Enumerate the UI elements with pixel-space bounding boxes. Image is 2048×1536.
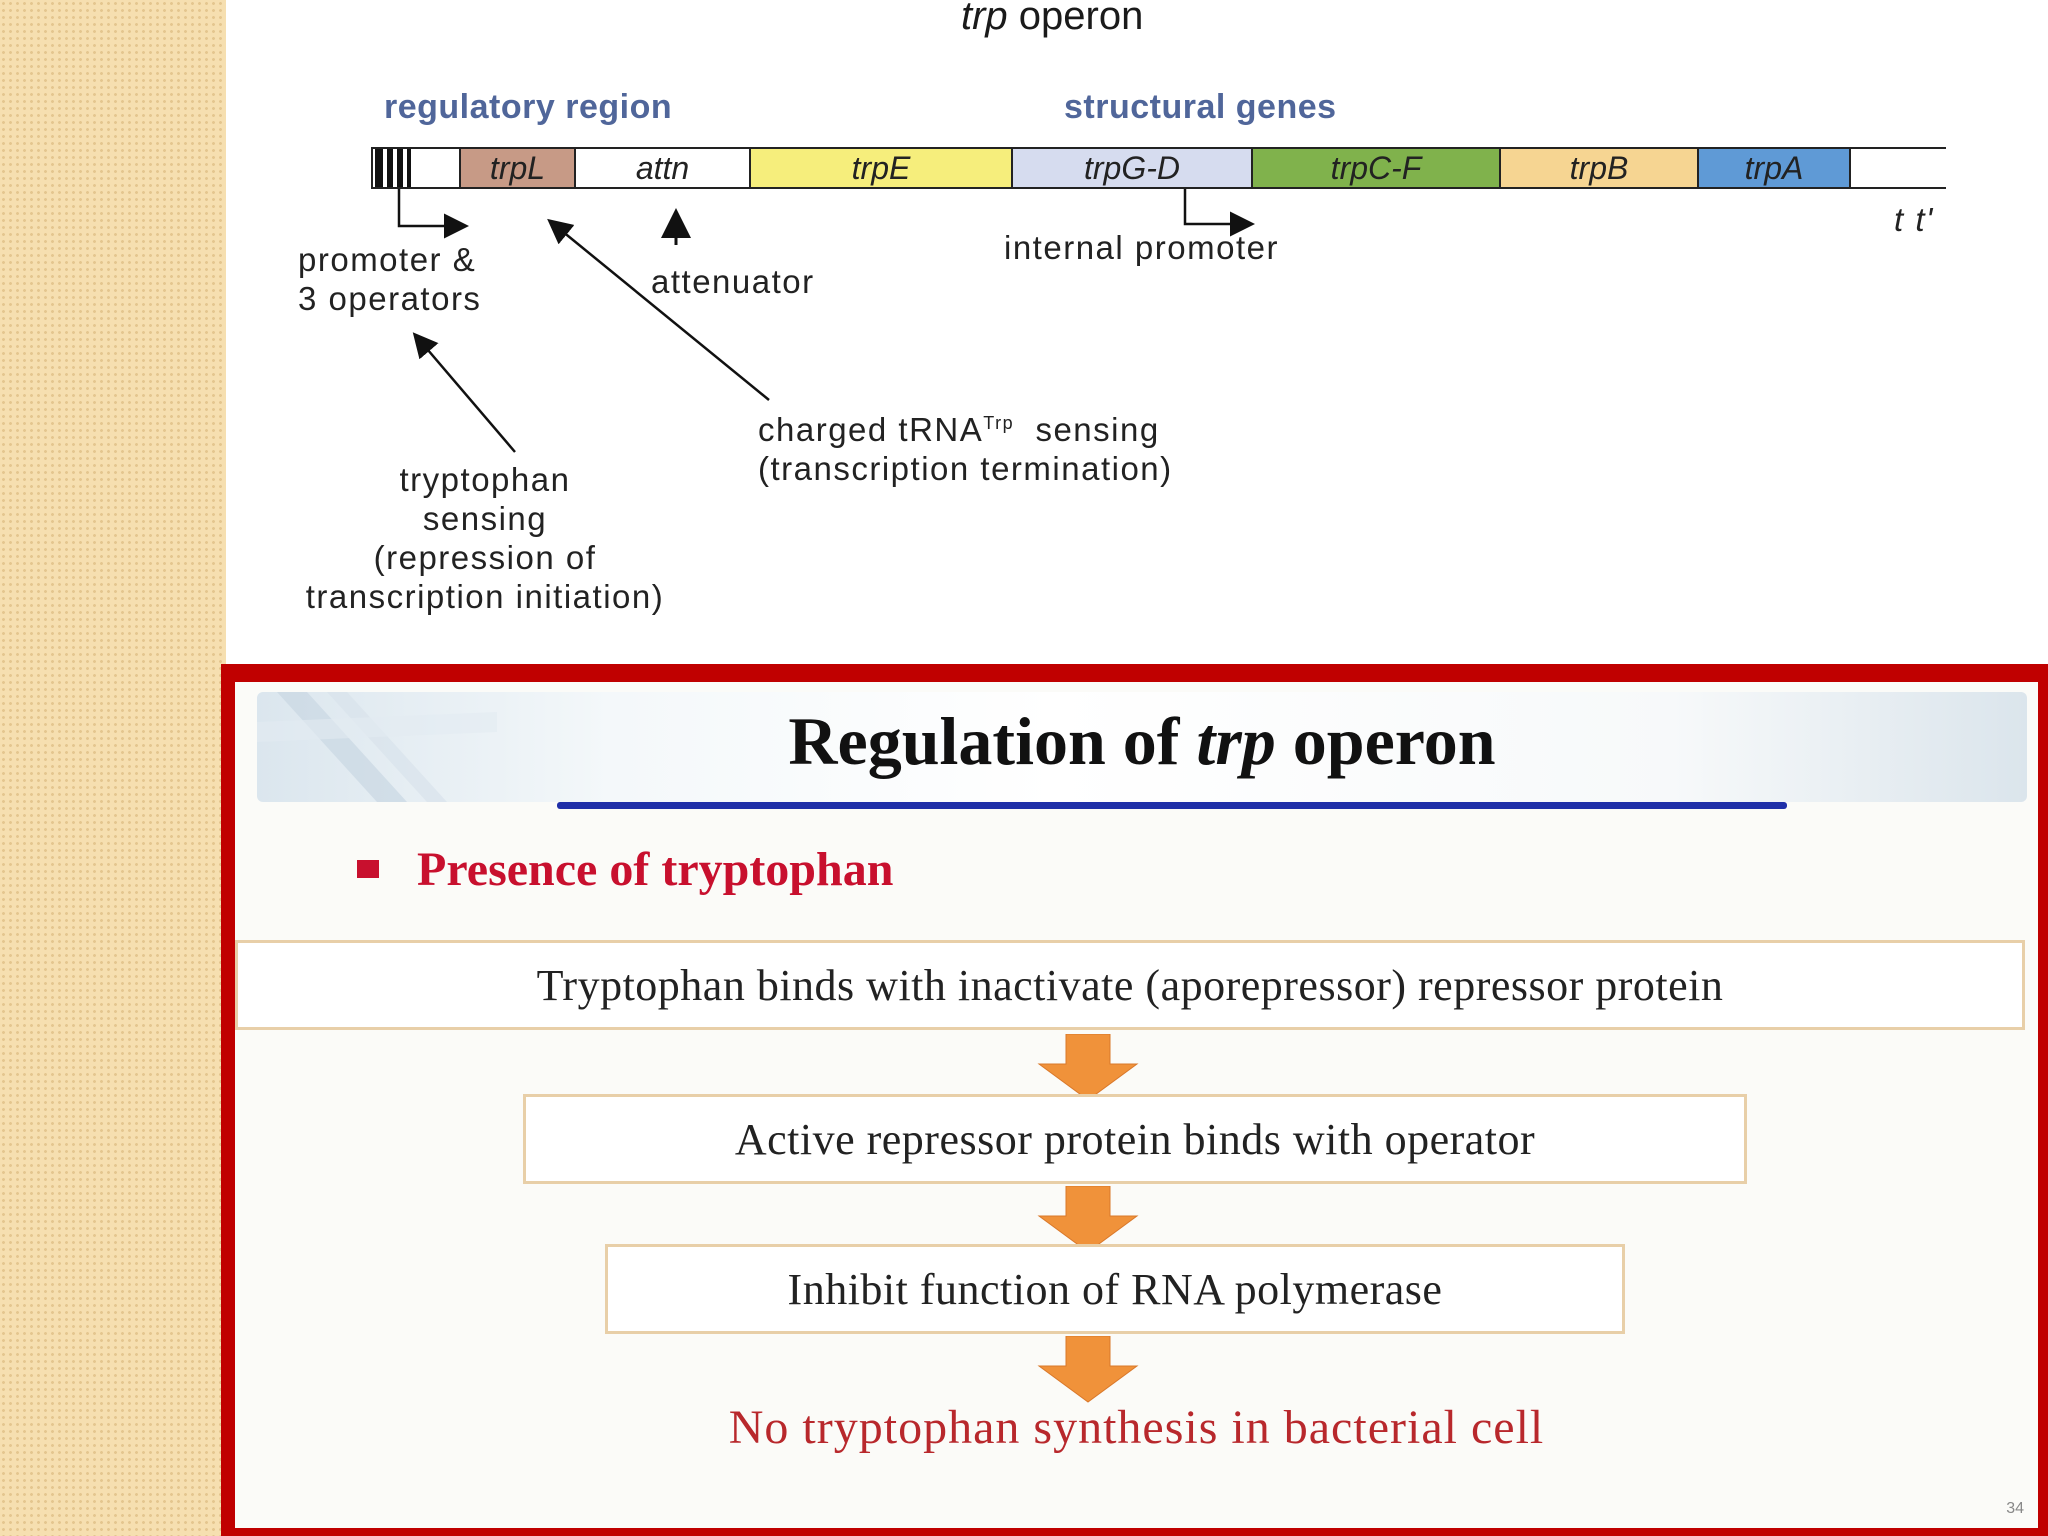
title-underline <box>557 802 1787 809</box>
step-box-2: Active repressor protein binds with operator <box>523 1094 1747 1184</box>
gene-trpB: trpB <box>1501 147 1699 189</box>
regulation-slide <box>221 664 2048 1536</box>
step-box-3: Inhibit function of RNA polymerase <box>605 1244 1625 1334</box>
bullet-heading: Presence of tryptophan <box>417 843 894 896</box>
step-box-1: Tryptophan binds with inactivate (aporepressor) repressor protein <box>235 940 2025 1030</box>
conclusion-text: No tryptophan synthesis in bacterial cell <box>728 1401 1545 1454</box>
decorative-side-strip <box>0 0 226 1536</box>
gene-trpG-D: trpG-D <box>1013 147 1253 189</box>
charged-trna-sensing-label: charged tRNA$^{Trp}$ sensing (transcription termination) <box>758 411 1173 487</box>
down-arrow-1 <box>1033 1034 1143 1102</box>
operon-diagram <box>226 0 2048 668</box>
gene-trpL: trpL <box>461 147 576 189</box>
promoter-operators-label: promoter & 3 operators <box>298 241 482 317</box>
promoter-transcription-arrow <box>399 189 464 226</box>
tryptophan-sensing-arrow <box>416 336 515 452</box>
title-banner <box>257 692 2027 802</box>
internal-promoter-label: internal promoter <box>1004 229 1279 266</box>
diagram-title: trp operon <box>961 0 1144 38</box>
gene-trpE: trpE <box>751 147 1013 189</box>
regulatory-region-label: regulatory region <box>384 88 673 126</box>
structural-genes-label: structural genes <box>1064 88 1337 126</box>
gene-trpC-F: trpC-F <box>1253 147 1501 189</box>
internal-promoter-arrow <box>1185 189 1250 224</box>
charged-trna-arrow <box>551 222 769 400</box>
down-arrow-3 <box>1033 1336 1143 1404</box>
terminators-label: t t' <box>1894 201 1934 238</box>
slide-page-number: 34 <box>2006 1500 2024 1517</box>
gene-trpA: trpA <box>1699 147 1851 189</box>
attenuator-label: attenuator <box>651 263 815 300</box>
bullet-marker <box>357 860 379 878</box>
gene-attn: attn <box>576 147 751 189</box>
tryptophan-sensing-label: tryptophan sensing (repression of transcription initiation) <box>305 461 665 615</box>
slide-title: Regulation of trp operon <box>788 703 1496 779</box>
slide-content <box>235 682 2038 1528</box>
